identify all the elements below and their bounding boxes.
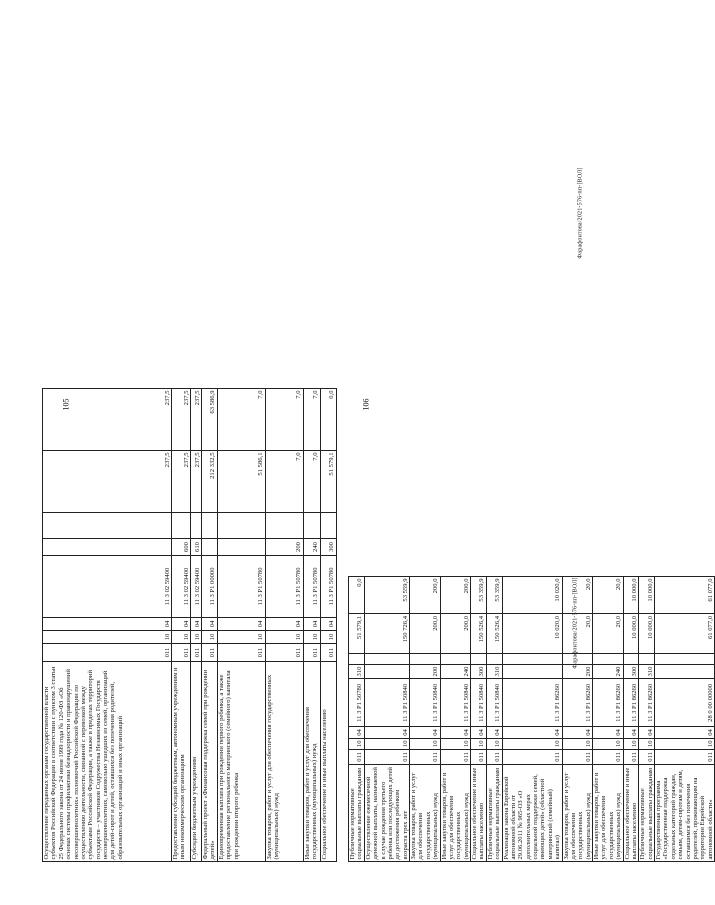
cell-amount-2: 20,0 [562,577,593,614]
table-row [217,389,265,862]
cell-csr: 11 3 P1 00000 [202,556,218,618]
row-name: Осуществление ежемесячной денежной выплаты, назначаемой в случае рождения третьего ребенка или последующих детей до достижения ребенком возраста трех лет [364,764,409,861]
cell-amount-1: 7,0 [303,451,320,513]
cell-vr [655,664,715,679]
cell-empty [265,513,303,539]
row-name: Субсидии бюджетным учреждениям [191,662,202,862]
cell-amount-1: 20,0 [593,614,624,654]
cell-rz: 10 [410,738,441,749]
cell-ved: 011 [410,749,441,764]
cell-vr [502,664,562,679]
budget-table-page-106 [348,576,715,862]
page-footer: Фарафонтова/2021-576-пп-[ВОЛ] [577,167,584,259]
row-name: Иные закупки товаров, работ и услуг для обеспечения государственных (муниципальных) нужд [440,764,471,861]
cell-rz: 10 [486,738,502,749]
cell-csr: 11 3 P1 50840 [440,679,471,727]
cell-rz: 10 [623,738,639,749]
cell-amount-1: 200,0 [440,614,471,654]
cell-amount-2: 10 000,0 [623,577,639,614]
cell-amount-1: 7,0 [265,451,303,513]
cell-rz: 10 [303,631,320,644]
row-name: Закупка товаров, работ и услуг для обеспечения государственных (муниципальных) нужд [410,764,441,861]
cell-amount-2: 61 077,0 [655,577,715,614]
cell-empty [410,654,441,664]
row-name: Социальное обеспечение и иные выплаты населению [623,764,639,861]
cell-rz: 10 [202,631,218,644]
cell-ved: 011 [172,644,191,662]
row-name: Публичные нормативные социальные выплаты гражданам [349,764,365,861]
cell-ved: 011 [265,644,303,662]
cell-pr: 04 [303,618,320,631]
cell-vr: 310 [349,664,365,679]
table-row [410,577,441,862]
cell-pr: 04 [562,727,593,738]
cell-vr [217,539,265,556]
table-row [639,577,655,862]
cell-amount-1: 237,5 [43,451,172,513]
cell-csr: 11 3 P1 50840 [471,679,487,727]
cell-amount-2: 53 359,9 [486,577,502,614]
cell-ved: 011 [320,644,336,662]
table-row [202,389,218,862]
cell-empty [349,654,365,664]
table-row [593,577,624,862]
cell-amount-2: 237,5 [43,389,172,451]
row-name: Закупка товаров, работ и услуг для обеспечения государственных (муниципальных) нужд [562,764,593,861]
cell-amount-1: 237,5 [191,451,202,513]
cell-vr [43,539,172,556]
cell-csr: 11 3 P1 50780 [303,556,320,618]
cell-vr: 610 [191,539,202,556]
cell-rz: 10 [502,738,562,749]
cell-rz: 10 [639,738,655,749]
row-name: Федеральный проект «Финансовая поддержка семей при рождении детей» [202,662,218,862]
cell-rz: 10 [593,738,624,749]
cell-empty [639,654,655,664]
cell-empty [440,654,471,664]
cell-empty [303,513,320,539]
cell-amount-1: 51 579,1 [320,451,336,513]
cell-amount-2: 10 000,0 [639,577,655,614]
cell-csr: 11 3 02 59400 [191,556,202,618]
cell-empty [502,654,562,664]
cell-ved: 011 [471,749,487,764]
cell-vr: 200 [410,664,441,679]
cell-rz: 10 [172,631,191,644]
table-row [623,577,639,862]
cell-rz: 10 [265,631,303,644]
cell-amount-2: 237,5 [191,389,202,451]
row-name: Единовременная выплата при рождении первого ребенка, а также предоставление регионального материнского (семейного) капитала при рождении второго ребенка [217,662,265,862]
cell-empty [191,513,202,539]
cell-ved: 011 [303,644,320,662]
cell-amount-1: 10 020,0 [502,614,562,654]
cell-amount-1: 150 526,4 [471,614,487,654]
cell-vr: 300 [623,664,639,679]
budget-table [42,388,337,862]
cell-pr: 04 [349,727,365,738]
cell-vr: 300 [320,539,336,556]
cell-vr: 310 [639,664,655,679]
cell-rz: 10 [562,738,593,749]
page-footer: Фарафонтова/2021-576-пп-[ВОЛ] [572,577,579,669]
cell-empty [217,513,265,539]
cell-ved: 011 [349,749,365,764]
cell-amount-2: 7,0 [303,389,320,451]
cell-ved: 011 [364,749,409,764]
cell-ved: 011 [191,644,202,662]
table-row [502,577,562,862]
cell-csr: 11 3 P1 50840 [486,679,502,727]
cell-vr: 200 [265,539,303,556]
cell-vr: 310 [486,664,502,679]
row-name: Иные закупки товаров, работ и услуг для обеспечения государственных (муниципальных) нужд [303,662,320,862]
cell-ved: 011 [217,644,265,662]
cell-amount-2: 0,0 [320,389,336,451]
cell-rz: 10 [471,738,487,749]
table-row [471,577,487,862]
cell-empty [562,654,593,664]
cell-csr: 11 3 P1 86260 [593,679,624,727]
cell-amount-1: 20,0 [562,614,593,654]
table-row [172,389,191,862]
cell-pr: 04 [623,727,639,738]
table-row [43,389,172,862]
cell-csr: 11 3 02 59400 [172,556,191,618]
cell-pr: 04 [320,618,336,631]
cell-amount-1: 237,5 [172,451,191,513]
cell-rz: 10 [364,738,409,749]
cell-empty [471,654,487,664]
cell-amount-2: 200,0 [410,577,441,614]
row-name: Социальное обеспечение и иные выплаты населению [471,764,487,861]
row-name: Социальное обеспечение и иные выплаты населению [320,662,336,862]
cell-amount-1: 51 579,1 [349,614,365,654]
cell-amount-2: 237,5 [172,389,191,451]
cell-ved: 011 [202,644,218,662]
page-number: 105 [61,398,71,411]
cell-csr: 11 3 P1 50840 [364,679,409,727]
cell-csr: 11 3 P1 50780 [320,556,336,618]
cell-amount-1: 61 077,0 [655,614,715,654]
cell-vr: 600 [172,539,191,556]
cell-csr: 11 3 P1 50780 [265,556,303,618]
cell-amount-1: 150 526,4 [486,614,502,654]
cell-empty [202,513,218,539]
cell-csr: 11 3 P1 50840 [410,679,441,727]
table-row [562,577,593,862]
row-name: Государственная программа «Государственная поддержка отдельных категорий граждан, семьям, детям-сиротам и детям, оставшимся без попечения родителей, проживающим на территории Еврейской автономной области» [655,764,715,861]
cell-vr: 300 [471,664,487,679]
cell-amount-2: 53 359,9 [471,577,487,614]
cell-pr: 04 [265,618,303,631]
cell-vr [202,539,218,556]
table-row [349,577,365,862]
cell-amount-2: 7,0 [217,389,265,451]
cell-csr: 11 3 P1 86260 [623,679,639,727]
cell-ved: 011 [593,749,624,764]
cell-vr: 240 [440,664,471,679]
cell-pr: 04 [172,618,191,631]
cell-pr: 04 [440,727,471,738]
cell-pr: 04 [43,618,172,631]
cell-amount-1: 212 332,5 [202,451,218,513]
cell-rz: 10 [320,631,336,644]
cell-csr: 11 3 P1 50780 [217,556,265,618]
cell-amount-2: 63 586,9 [202,389,218,451]
cell-empty [364,654,409,664]
cell-pr: 04 [471,727,487,738]
cell-pr: 04 [502,727,562,738]
cell-empty [486,654,502,664]
budget-table-page-105 [42,388,337,862]
cell-amount-1: 150 726,4 [364,614,409,654]
cell-amount-1: 51 586,1 [217,451,265,513]
row-name: Реализация закона Еврейской автономной области от 29.06.2011 № 965-ОЗ «О дополнительных мерах социальной поддержки семей, имеющих детей» (областной материнский (семейный) капитал) [502,764,562,861]
cell-rz: 10 [43,631,172,644]
page-number: 106 [361,398,371,411]
cell-rz: 10 [217,631,265,644]
cell-rz: 10 [655,738,715,749]
cell-pr: 04 [639,727,655,738]
cell-ved: 011 [655,749,715,764]
cell-amount-2: 20,0 [593,577,624,614]
cell-vr: 240 [593,664,624,679]
cell-vr: 200 [562,664,593,679]
cell-amount-1: 10 000,0 [639,614,655,654]
cell-pr: 04 [191,618,202,631]
cell-pr: 04 [202,618,218,631]
table-row [655,577,715,862]
table-row [486,577,502,862]
cell-ved: 011 [562,749,593,764]
cell-amount-1: 10 000,0 [623,614,639,654]
cell-ved: 011 [43,644,172,662]
cell-pr: 04 [217,618,265,631]
row-name: Иные закупки товаров, работ и услуг для обеспечения государственных (муниципальных) нужд [593,764,624,861]
cell-ved: 011 [623,749,639,764]
cell-rz: 10 [440,738,471,749]
cell-rz: 10 [349,738,365,749]
cell-rz: 10 [191,631,202,644]
cell-amount-2: 200,0 [440,577,471,614]
cell-csr: 11 3 P1 50780 [349,679,365,727]
cell-csr: 28 0 00 00000 [655,679,715,727]
cell-pr: 04 [655,727,715,738]
cell-pr: 04 [410,727,441,738]
cell-vr: 240 [303,539,320,556]
table-row [440,577,471,862]
cell-empty [623,654,639,664]
cell-vr [364,664,409,679]
cell-pr: 04 [593,727,624,738]
cell-amount-2: 10 020,0 [502,577,562,614]
cell-empty [172,513,191,539]
cell-csr: 11 3 P1 86260 [639,679,655,727]
table-row [191,389,202,862]
cell-csr: 11 3 02 59400 [43,556,172,618]
cell-pr: 04 [486,727,502,738]
cell-amount-1: 200,0 [410,614,441,654]
table-row [320,389,336,862]
table-row [303,389,320,862]
cell-csr: 11 3 P1 86260 [562,679,593,727]
row-name: Публичные нормативные социальные выплаты гражданам [639,764,655,861]
cell-pr: 04 [364,727,409,738]
cell-empty [320,513,336,539]
cell-empty [655,654,715,664]
cell-empty [593,654,624,664]
row-name: Публичные нормативные социальные выплаты гражданам [486,764,502,861]
cell-amount-2: 53 559,9 [364,577,409,614]
budget-table [348,576,715,862]
cell-ved: 011 [440,749,471,764]
cell-amount-2: 7,0 [265,389,303,451]
cell-amount-2: 0,0 [349,577,365,614]
row-name: Осуществление переданных органам государственной власти субъектов Российской Федерации в соответствии с пунктом 3 статьи 25 Федерального закона от 24 июня 1999 года № 120-ФЗ «Об основах системы профилактики безнадзорности и правонарушений несовершеннолетних» полномочий Российской Федерации по осуществлению деятельности, связанной с перевозкой между субъектами Российской Федерации, а также в пределах территорий государств – участников Содружества Независимых Государств несовершеннолетних, самовольно ушедших из семей, организаций для детей-сирот и детей, оставшихся без попечения родителей, образовательных организаций и иных организаций [43,662,172,862]
table-row [364,577,409,862]
table-row [265,389,303,862]
cell-ved: 011 [639,749,655,764]
cell-ved: 011 [502,749,562,764]
cell-empty [43,513,172,539]
row-name: Предоставление субсидий бюджетным, автономным учреждениям и иным некоммерческим организациям [172,662,191,862]
cell-ved: 011 [486,749,502,764]
row-name: Закупка товаров, работ и услуг для обеспечения государственных (муниципальных) нужд [265,662,303,862]
cell-csr: 11 3 P1 86260 [502,679,562,727]
